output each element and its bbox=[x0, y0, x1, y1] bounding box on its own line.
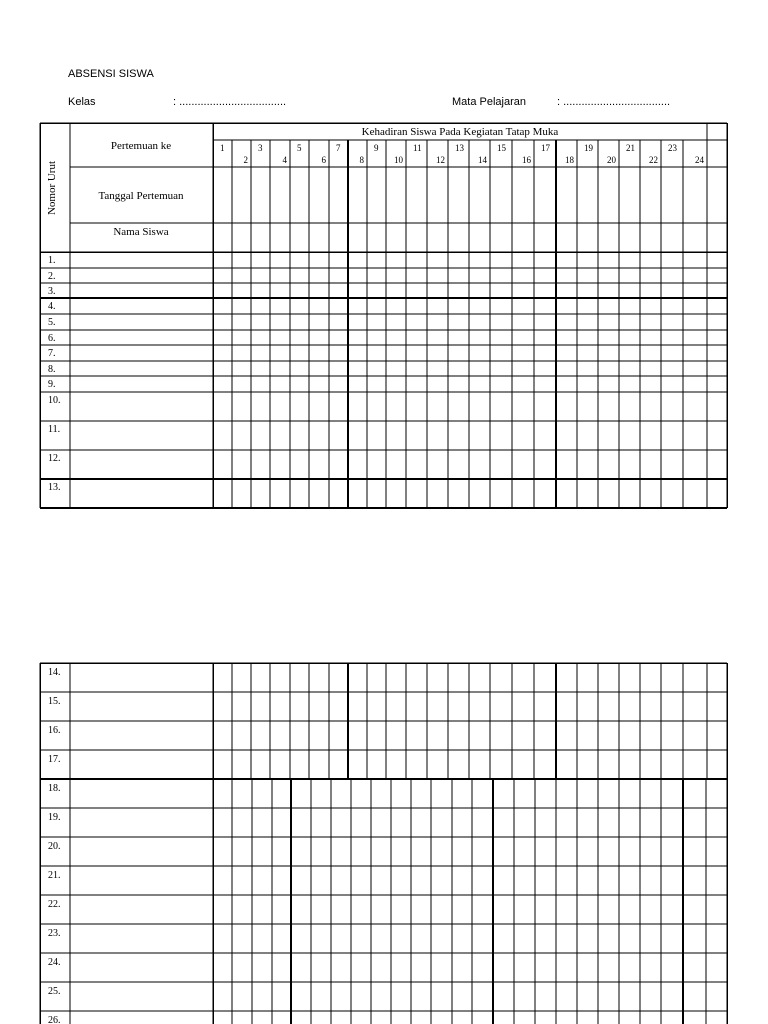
meeting-number: 9 bbox=[374, 143, 379, 153]
row-number: 20. bbox=[48, 841, 61, 852]
row-number: 11. bbox=[48, 424, 61, 435]
meeting-number: 17 bbox=[541, 143, 550, 153]
row-number: 7. bbox=[48, 348, 56, 359]
row-number: 10. bbox=[48, 395, 61, 406]
row-number: 3. bbox=[48, 286, 56, 297]
row-number: 4. bbox=[48, 301, 56, 312]
row-number: 16. bbox=[48, 725, 61, 736]
meeting-number: 18 bbox=[565, 155, 574, 165]
meeting-number: 20 bbox=[607, 155, 616, 165]
meeting-number: 16 bbox=[522, 155, 531, 165]
meeting-number: 21 bbox=[626, 143, 635, 153]
row-number: 18. bbox=[48, 783, 61, 794]
kelas-label: Kelas bbox=[68, 96, 96, 108]
meeting-number: 19 bbox=[584, 143, 593, 153]
document-title: ABSENSI SISWA bbox=[68, 68, 154, 80]
row-number: 9. bbox=[48, 379, 56, 390]
meeting-number: 10 bbox=[394, 155, 403, 165]
meeting-number: 8 bbox=[359, 155, 364, 165]
meeting-number: 1 bbox=[220, 143, 225, 153]
row-number: 15. bbox=[48, 696, 61, 707]
row-number: 5. bbox=[48, 317, 56, 328]
row-number: 17. bbox=[48, 754, 61, 765]
meeting-number: 15 bbox=[497, 143, 506, 153]
pertemuan-ke-header: Pertemuan ke bbox=[110, 140, 172, 152]
row-number: 6. bbox=[48, 333, 56, 344]
mata-pelajaran-label: Mata Pelajaran bbox=[452, 96, 526, 108]
meeting-number: 13 bbox=[455, 143, 464, 153]
row-number: 21. bbox=[48, 870, 61, 881]
row-number: 14. bbox=[48, 667, 61, 678]
row-number: 8. bbox=[48, 364, 56, 375]
row-number: 23. bbox=[48, 928, 61, 939]
meeting-number: 24 bbox=[695, 155, 704, 165]
meeting-number: 11 bbox=[413, 143, 422, 153]
meeting-number: 12 bbox=[436, 155, 445, 165]
meeting-number: 22 bbox=[649, 155, 658, 165]
nomor-urut-header: Nomor Urut bbox=[46, 160, 58, 216]
meeting-number: 4 bbox=[282, 155, 287, 165]
meeting-number: 14 bbox=[478, 155, 487, 165]
meeting-number: 23 bbox=[668, 143, 677, 153]
meeting-number: 5 bbox=[297, 143, 302, 153]
mata-pelajaran-field: : ................................... bbox=[557, 96, 671, 108]
meeting-number: 3 bbox=[258, 143, 263, 153]
nama-siswa-header: Nama Siswa bbox=[113, 226, 169, 238]
row-number: 2. bbox=[48, 271, 56, 282]
meeting-number: 7 bbox=[336, 143, 341, 153]
row-number: 24. bbox=[48, 957, 61, 968]
row-number: 22. bbox=[48, 899, 61, 910]
row-number: 26. bbox=[48, 1015, 61, 1024]
tanggal-pertemuan-header: Tanggal Pertemuan bbox=[98, 190, 184, 202]
kehadiran-header: Kehadiran Siswa Pada Kegiatan Tatap Muka bbox=[361, 126, 559, 138]
row-number: 25. bbox=[48, 986, 61, 997]
row-number: 19. bbox=[48, 812, 61, 823]
row-number: 1. bbox=[48, 255, 56, 266]
meeting-number: 2 bbox=[243, 155, 248, 165]
row-number: 12. bbox=[48, 453, 61, 464]
row-number: 13. bbox=[48, 482, 61, 493]
meeting-number: 6 bbox=[321, 155, 326, 165]
kelas-field: : ................................... bbox=[173, 96, 287, 108]
